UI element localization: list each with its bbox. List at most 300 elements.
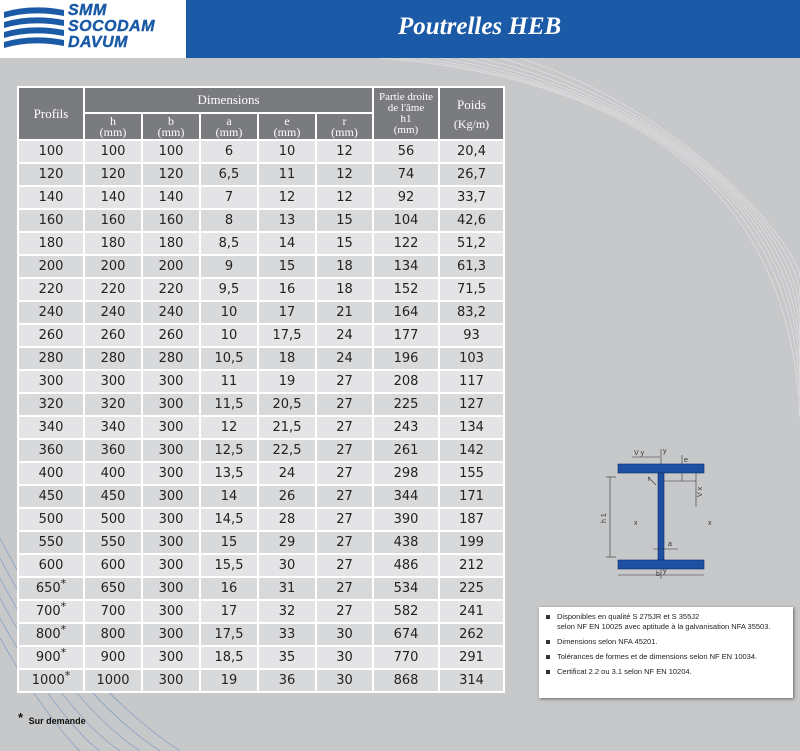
cell-h1-value: 390 bbox=[393, 512, 419, 527]
cell-h bbox=[84, 255, 142, 278]
cell-profil bbox=[18, 301, 84, 324]
cell-r-value: 27 bbox=[336, 489, 353, 504]
cell-b bbox=[142, 531, 200, 554]
cell-a bbox=[200, 554, 258, 577]
table-body bbox=[18, 140, 504, 692]
cell-r-value: 15 bbox=[336, 236, 353, 251]
cell-h-value: 800 bbox=[100, 627, 126, 642]
page-title: Poutrelles HEB bbox=[398, 13, 562, 40]
header-h-label: h bbox=[110, 113, 116, 128]
cell-b bbox=[142, 393, 200, 416]
cell-poids-value: 51,2 bbox=[457, 236, 486, 251]
note-quality bbox=[546, 612, 786, 632]
table-row bbox=[18, 209, 504, 232]
cell-profil-value: 180 bbox=[38, 236, 64, 251]
cell-e bbox=[258, 669, 316, 692]
cell-b bbox=[142, 600, 200, 623]
table-row bbox=[18, 301, 504, 324]
cell-b-value: 300 bbox=[158, 443, 184, 458]
cell-r-value: 15 bbox=[336, 213, 353, 228]
cell-e bbox=[258, 577, 316, 600]
cell-e-value: 14 bbox=[278, 236, 296, 251]
cell-b bbox=[142, 255, 200, 278]
cell-h1-value: 164 bbox=[393, 305, 419, 320]
cell-h1-value: 438 bbox=[393, 535, 419, 550]
cell-r-value: 27 bbox=[336, 397, 353, 412]
cell-e-value: 16 bbox=[278, 282, 296, 297]
cell-profil-value: 360 bbox=[38, 443, 64, 458]
cell-r-value: 18 bbox=[336, 282, 353, 297]
cell-profil-value: 650 bbox=[35, 581, 61, 596]
cell-a bbox=[200, 209, 258, 232]
cell-profil bbox=[18, 140, 84, 163]
cell-profil-value: 800 bbox=[35, 627, 61, 642]
cell-poids bbox=[439, 531, 504, 554]
cell-poids bbox=[439, 278, 504, 301]
logo-line-1: SMM bbox=[68, 2, 107, 19]
cell-poids bbox=[439, 669, 504, 692]
cell-profil bbox=[18, 255, 84, 278]
cell-h1 bbox=[373, 186, 439, 209]
cell-poids bbox=[439, 393, 504, 416]
cell-r bbox=[316, 416, 373, 439]
table-row bbox=[18, 508, 504, 531]
cell-e bbox=[258, 232, 316, 255]
cell-r bbox=[316, 600, 373, 623]
label-vy-top: V y bbox=[634, 450, 645, 457]
cell-profil bbox=[18, 347, 84, 370]
notes-box bbox=[539, 607, 793, 698]
cell-b-value: 160 bbox=[158, 213, 184, 228]
cell-a bbox=[200, 347, 258, 370]
cell-h1-value: 261 bbox=[393, 443, 419, 458]
cell-h-value: 200 bbox=[100, 259, 126, 274]
cell-poids-value: 155 bbox=[459, 466, 484, 481]
cell-profil-value: 600 bbox=[38, 558, 64, 573]
cell-a-value: 14,5 bbox=[214, 512, 244, 527]
cell-b-value: 300 bbox=[158, 535, 184, 550]
cell-b-value: 200 bbox=[158, 259, 184, 274]
cell-r-value: 27 bbox=[336, 581, 353, 596]
cell-poids-value: 314 bbox=[459, 673, 484, 688]
cell-e-value: 33 bbox=[278, 627, 296, 642]
on-request-star: * bbox=[60, 600, 67, 613]
cell-b bbox=[142, 186, 200, 209]
cell-poids bbox=[439, 324, 504, 347]
cell-a-value: 8 bbox=[224, 213, 234, 228]
cell-r-value: 18 bbox=[336, 259, 353, 274]
cell-b-value: 240 bbox=[158, 305, 184, 320]
cell-r-value: 27 bbox=[336, 604, 353, 619]
cell-b bbox=[142, 278, 200, 301]
cell-b-value: 220 bbox=[158, 282, 184, 297]
cell-profil-value: 220 bbox=[38, 282, 64, 297]
cell-h bbox=[84, 347, 142, 370]
cell-r bbox=[316, 669, 373, 692]
header-a bbox=[200, 113, 258, 140]
cell-h-value: 700 bbox=[100, 604, 126, 619]
cell-r bbox=[316, 577, 373, 600]
cell-r bbox=[316, 370, 373, 393]
cell-e-value: 17,5 bbox=[272, 328, 302, 343]
cell-b-value: 100 bbox=[158, 144, 184, 159]
cell-h-value: 260 bbox=[100, 328, 126, 343]
cell-e bbox=[258, 646, 316, 669]
table-row bbox=[18, 393, 504, 416]
cell-h1 bbox=[373, 508, 439, 531]
cell-e bbox=[258, 278, 316, 301]
cell-h1-value: 344 bbox=[393, 489, 419, 504]
cell-profil bbox=[18, 462, 84, 485]
cell-profil bbox=[18, 163, 84, 186]
cell-e bbox=[258, 324, 316, 347]
cell-h1 bbox=[373, 646, 439, 669]
header-h bbox=[84, 113, 142, 140]
table-row bbox=[18, 646, 504, 669]
cell-e-value: 20,5 bbox=[272, 397, 302, 412]
cell-h-value: 220 bbox=[100, 282, 126, 297]
cell-b bbox=[142, 209, 200, 232]
cell-e bbox=[258, 370, 316, 393]
cell-h bbox=[84, 370, 142, 393]
cell-h1 bbox=[373, 163, 439, 186]
label-x-right: x bbox=[708, 520, 712, 527]
cell-b-value: 300 bbox=[158, 673, 184, 688]
company-logo bbox=[0, 0, 186, 58]
cell-b bbox=[142, 554, 200, 577]
cell-r bbox=[316, 324, 373, 347]
cell-h1-value: 298 bbox=[393, 466, 419, 481]
cell-e-value: 30 bbox=[278, 558, 296, 573]
cell-poids-value: 225 bbox=[459, 581, 484, 596]
cell-b-value: 300 bbox=[158, 604, 184, 619]
cell-profil-value: 320 bbox=[38, 397, 64, 412]
cell-b-value: 300 bbox=[158, 397, 184, 412]
cell-r-value: 30 bbox=[336, 627, 353, 642]
cell-h1 bbox=[373, 669, 439, 692]
cell-a bbox=[200, 600, 258, 623]
cell-h bbox=[84, 554, 142, 577]
cell-poids bbox=[439, 255, 504, 278]
cell-profil bbox=[18, 508, 84, 531]
cell-h-value: 320 bbox=[100, 397, 126, 412]
cell-h1-value: 134 bbox=[393, 259, 419, 274]
note-tolerances: Tolérances de formes et de dimensions selon NF EN 10034. bbox=[546, 652, 786, 662]
cell-h bbox=[84, 508, 142, 531]
cell-h1-value: 104 bbox=[393, 213, 419, 228]
cell-b bbox=[142, 623, 200, 646]
header-poids bbox=[439, 87, 504, 140]
label-y-top: y bbox=[663, 448, 667, 455]
cell-h1-value: 868 bbox=[393, 673, 419, 688]
cell-r bbox=[316, 140, 373, 163]
cell-e-value: 10 bbox=[278, 144, 296, 159]
cell-e-value: 31 bbox=[278, 581, 296, 596]
cell-poids-value: 171 bbox=[459, 489, 484, 504]
cell-e-value: 24 bbox=[278, 466, 296, 481]
cell-e bbox=[258, 439, 316, 462]
cell-h1 bbox=[373, 278, 439, 301]
cell-r-value: 24 bbox=[336, 351, 353, 366]
cell-b-value: 300 bbox=[158, 489, 184, 504]
cell-h-value: 140 bbox=[100, 190, 126, 205]
cell-poids bbox=[439, 416, 504, 439]
cell-h1-value: 770 bbox=[393, 650, 419, 665]
table-row bbox=[18, 554, 504, 577]
cell-h bbox=[84, 623, 142, 646]
table-row bbox=[18, 531, 504, 554]
cell-a bbox=[200, 439, 258, 462]
cell-r bbox=[316, 347, 373, 370]
cell-r bbox=[316, 209, 373, 232]
cell-profil-value: 400 bbox=[38, 466, 64, 481]
cell-h1 bbox=[373, 554, 439, 577]
footnote-text: Sur demande bbox=[28, 716, 86, 726]
cell-b bbox=[142, 462, 200, 485]
label-a: a bbox=[668, 541, 672, 548]
cell-profil-value: 160 bbox=[38, 213, 64, 228]
cell-b bbox=[142, 577, 200, 600]
cell-h1 bbox=[373, 577, 439, 600]
cell-h bbox=[84, 462, 142, 485]
header-a-label: a bbox=[226, 113, 232, 128]
cell-e bbox=[258, 600, 316, 623]
cell-h bbox=[84, 278, 142, 301]
cell-poids-value: 142 bbox=[459, 443, 484, 458]
cell-h bbox=[84, 669, 142, 692]
cell-h1-value: 486 bbox=[393, 558, 419, 573]
cell-h bbox=[84, 439, 142, 462]
cell-poids bbox=[439, 646, 504, 669]
label-x-left: x bbox=[634, 520, 638, 527]
cell-b bbox=[142, 669, 200, 692]
header-r-label: r bbox=[342, 113, 347, 128]
cell-profil bbox=[18, 439, 84, 462]
on-request-star: * bbox=[60, 577, 67, 590]
cell-b bbox=[142, 140, 200, 163]
cell-h bbox=[84, 485, 142, 508]
cell-a bbox=[200, 140, 258, 163]
note-certificate: Certificat 2.2 ou 3.1 selon NF EN 10204. bbox=[546, 667, 786, 677]
table-row bbox=[18, 324, 504, 347]
cell-profil bbox=[18, 577, 84, 600]
cell-h1-value: 196 bbox=[393, 351, 419, 366]
cell-h-value: 100 bbox=[100, 144, 126, 159]
header-b bbox=[142, 113, 200, 140]
cell-h bbox=[84, 232, 142, 255]
cell-b-value: 120 bbox=[158, 167, 184, 182]
cell-r bbox=[316, 278, 373, 301]
cell-a bbox=[200, 278, 258, 301]
cell-poids bbox=[439, 485, 504, 508]
cell-a-value: 10 bbox=[220, 305, 238, 320]
cell-h1-value: 674 bbox=[393, 627, 419, 642]
table-row bbox=[18, 669, 504, 692]
cell-h1-value: 534 bbox=[393, 581, 419, 596]
cell-profil-value: 100 bbox=[38, 144, 64, 159]
cell-h bbox=[84, 577, 142, 600]
cell-profil bbox=[18, 554, 84, 577]
cell-profil-value: 500 bbox=[38, 512, 64, 527]
cell-a-value: 7 bbox=[224, 190, 234, 205]
cell-h1-value: 92 bbox=[397, 190, 415, 205]
cell-r-value: 27 bbox=[336, 535, 353, 550]
cell-a-value: 12,5 bbox=[214, 443, 244, 458]
cell-r-value: 12 bbox=[336, 190, 353, 205]
cell-b bbox=[142, 416, 200, 439]
cell-h1-value: 208 bbox=[393, 374, 419, 389]
cell-h1-value: 243 bbox=[393, 420, 419, 435]
header-poids-unit: (Kg/m) bbox=[453, 117, 490, 131]
header-a-unit: (mm) bbox=[215, 124, 243, 139]
cell-profil bbox=[18, 416, 84, 439]
cell-h-value: 900 bbox=[100, 650, 126, 665]
cell-r-value: 12 bbox=[336, 144, 353, 159]
cell-a-value: 15,5 bbox=[214, 558, 244, 573]
cell-b-value: 180 bbox=[158, 236, 184, 251]
cell-r bbox=[316, 163, 373, 186]
cell-a-value: 19 bbox=[220, 673, 238, 688]
cell-a-value: 15 bbox=[220, 535, 238, 550]
cell-e bbox=[258, 462, 316, 485]
label-e: e bbox=[684, 457, 688, 464]
cell-r bbox=[316, 646, 373, 669]
cell-h1 bbox=[373, 140, 439, 163]
cell-h bbox=[84, 301, 142, 324]
table-row bbox=[18, 439, 504, 462]
cell-h1 bbox=[373, 416, 439, 439]
cell-r bbox=[316, 531, 373, 554]
cell-profil-value: 140 bbox=[38, 190, 64, 205]
table-row bbox=[18, 140, 504, 163]
cell-a-value: 6,5 bbox=[218, 167, 240, 182]
cell-h1 bbox=[373, 485, 439, 508]
cell-r-value: 27 bbox=[336, 374, 353, 389]
cell-r bbox=[316, 186, 373, 209]
cell-e bbox=[258, 416, 316, 439]
cell-e-value: 19 bbox=[278, 374, 296, 389]
cell-poids-value: 262 bbox=[459, 627, 484, 642]
cell-e bbox=[258, 623, 316, 646]
cell-h1 bbox=[373, 232, 439, 255]
cell-b-value: 300 bbox=[158, 581, 184, 596]
cell-a-value: 10,5 bbox=[214, 351, 244, 366]
cell-h bbox=[84, 531, 142, 554]
cell-r bbox=[316, 554, 373, 577]
note-quality-line2: selon NF EN 10025 avec aptitude à la galvanisation NFA 35503. bbox=[557, 622, 771, 631]
cell-e-value: 36 bbox=[278, 673, 296, 688]
cell-h bbox=[84, 140, 142, 163]
cell-poids-value: 61,3 bbox=[457, 259, 486, 274]
logo-stripes-icon bbox=[2, 2, 66, 56]
cell-h-value: 400 bbox=[100, 466, 126, 481]
header-b-label: b bbox=[168, 113, 174, 128]
cell-poids-value: 20,4 bbox=[457, 144, 486, 159]
bottom-flange bbox=[618, 560, 704, 569]
header-partie-unit: (mm) bbox=[393, 123, 419, 136]
table-row bbox=[18, 577, 504, 600]
note-quality-line1: Disponibles en qualité S 275JR et S 355J2 bbox=[557, 612, 700, 621]
label-b: b bbox=[656, 571, 660, 578]
cell-a bbox=[200, 255, 258, 278]
logo-text bbox=[68, 3, 155, 51]
cell-r-value: 27 bbox=[336, 512, 353, 527]
cell-r-value: 27 bbox=[336, 420, 353, 435]
cell-a-value: 10 bbox=[220, 328, 238, 343]
cell-poids bbox=[439, 140, 504, 163]
cell-a-value: 11 bbox=[220, 374, 238, 389]
cell-r bbox=[316, 439, 373, 462]
footnote-star: * bbox=[18, 710, 24, 725]
cell-h1-value: 56 bbox=[397, 144, 415, 159]
cell-b-value: 300 bbox=[158, 466, 184, 481]
label-r: r bbox=[648, 476, 651, 483]
label-h1: h 1 bbox=[601, 513, 608, 523]
top-flange bbox=[618, 464, 704, 473]
cell-a-value: 16 bbox=[220, 581, 238, 596]
table-row bbox=[18, 462, 504, 485]
cell-e bbox=[258, 163, 316, 186]
on-request-star: * bbox=[60, 646, 67, 659]
cell-r-value: 12 bbox=[336, 167, 353, 182]
cell-h-value: 280 bbox=[100, 351, 126, 366]
web bbox=[658, 473, 664, 560]
cell-r-value: 21 bbox=[336, 305, 353, 320]
cell-profil bbox=[18, 209, 84, 232]
cell-profil-value: 1000 bbox=[31, 673, 65, 688]
cell-profil bbox=[18, 485, 84, 508]
cell-h bbox=[84, 186, 142, 209]
cell-b-value: 140 bbox=[158, 190, 184, 205]
cell-h bbox=[84, 163, 142, 186]
note-dimensions: Dimensions selon NFA 45201. bbox=[546, 637, 786, 647]
cell-h1 bbox=[373, 324, 439, 347]
cell-a bbox=[200, 163, 258, 186]
header-h-unit: (mm) bbox=[99, 124, 127, 139]
cell-e-value: 13 bbox=[278, 213, 296, 228]
cell-profil bbox=[18, 393, 84, 416]
cell-e bbox=[258, 508, 316, 531]
cell-e bbox=[258, 186, 316, 209]
cell-profil-value: 900 bbox=[35, 650, 61, 665]
cell-h1 bbox=[373, 393, 439, 416]
cell-b-value: 300 bbox=[158, 558, 184, 573]
cell-h1 bbox=[373, 209, 439, 232]
cell-a bbox=[200, 485, 258, 508]
cell-poids-value: 26,7 bbox=[457, 167, 486, 182]
cell-profil bbox=[18, 623, 84, 646]
cell-b-value: 300 bbox=[158, 512, 184, 527]
logo-line-3: DAVUM bbox=[68, 34, 128, 51]
header-e-label: e bbox=[284, 113, 290, 128]
cell-poids bbox=[439, 301, 504, 324]
cell-a-value: 6 bbox=[224, 144, 234, 159]
cell-h-value: 180 bbox=[100, 236, 126, 251]
cell-h-value: 240 bbox=[100, 305, 126, 320]
header-profils: Profils bbox=[18, 87, 84, 140]
cell-poids-value: 71,5 bbox=[457, 282, 486, 297]
cell-profil bbox=[18, 531, 84, 554]
cell-h-value: 300 bbox=[100, 374, 126, 389]
header-r bbox=[316, 113, 373, 140]
footnote bbox=[18, 712, 86, 727]
cell-a-value: 14 bbox=[220, 489, 238, 504]
cell-r-value: 30 bbox=[336, 650, 353, 665]
cell-profil-value: 240 bbox=[38, 305, 64, 320]
cell-b bbox=[142, 324, 200, 347]
cell-profil bbox=[18, 186, 84, 209]
cell-e-value: 35 bbox=[278, 650, 296, 665]
